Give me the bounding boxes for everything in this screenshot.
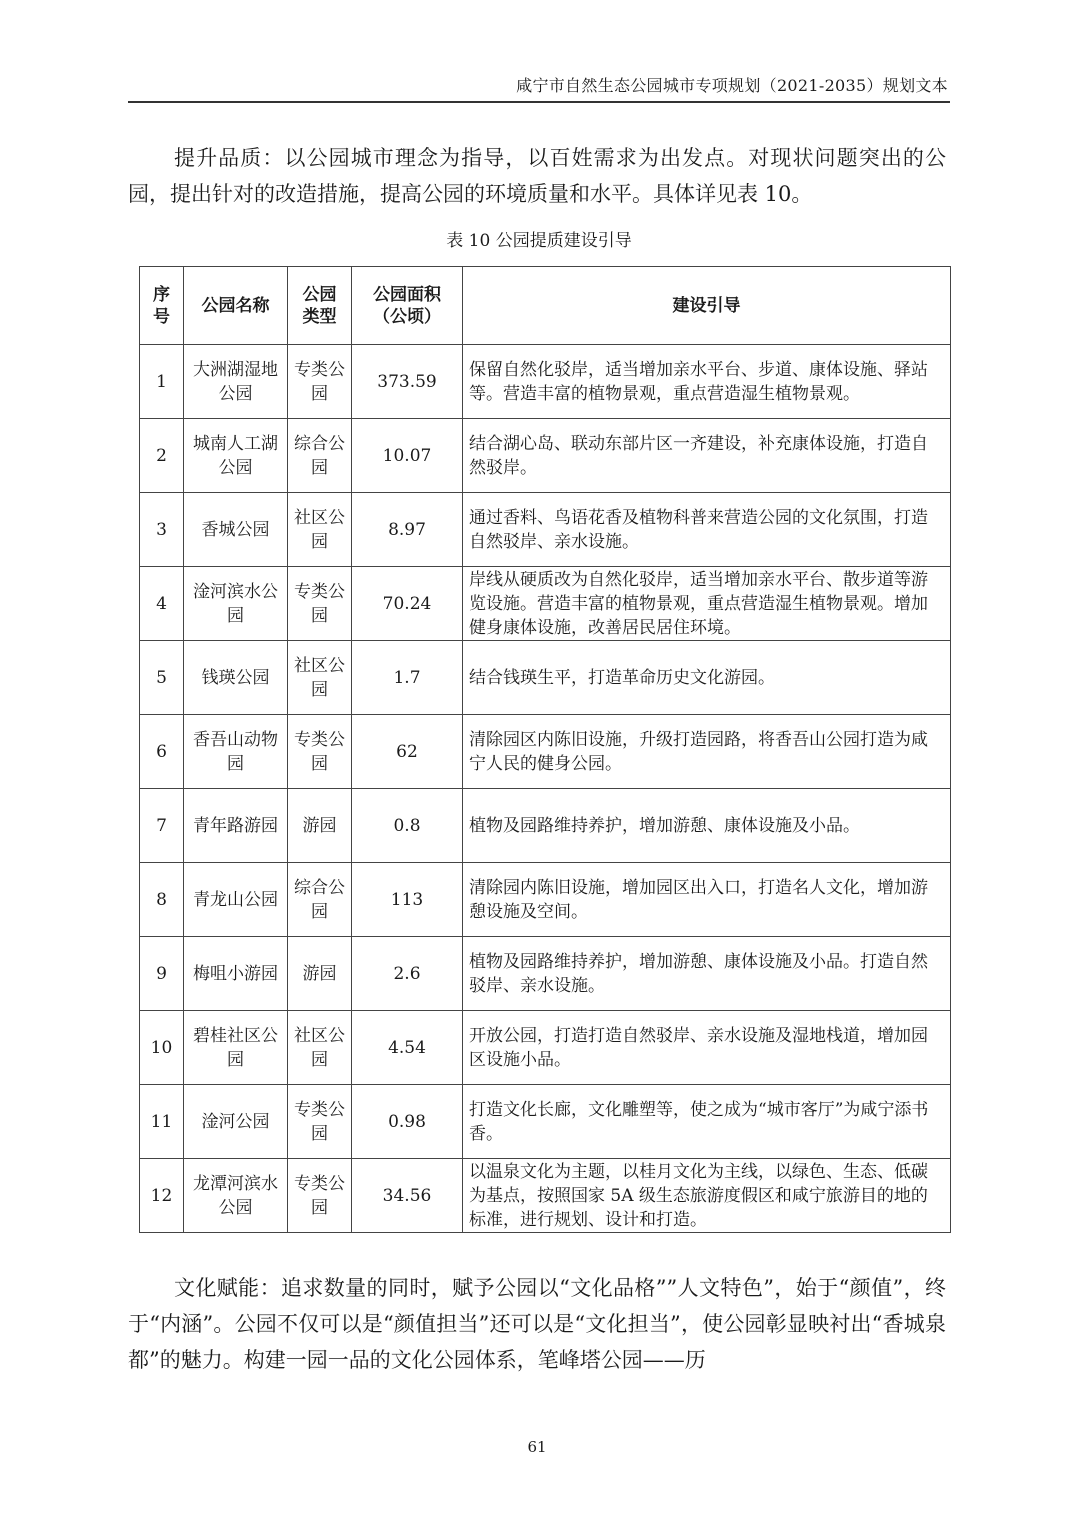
cell-park-type: 社区公园 bbox=[288, 641, 352, 715]
cell-park-area: 0.8 bbox=[352, 789, 463, 863]
cell-no: 5 bbox=[140, 641, 184, 715]
cell-park-name: 青年路游园 bbox=[184, 789, 288, 863]
cell-park-name: 大洲湖湿地公园 bbox=[184, 345, 288, 419]
cell-park-type: 专类公园 bbox=[288, 1085, 352, 1159]
table-header-row bbox=[140, 267, 951, 345]
cell-guide: 开放公园，打造打造自然驳岸、亲水设施及湿地栈道，增加园区设施小品。 bbox=[463, 1011, 951, 1085]
cell-park-name: 香吾山动物园 bbox=[184, 715, 288, 789]
table-row bbox=[140, 1011, 951, 1085]
cell-park-type: 专类公园 bbox=[288, 567, 352, 641]
cell-guide: 结合湖心岛、联动东部片区一齐建设，补充康体设施，打造自然驳岸。 bbox=[463, 419, 951, 493]
cell-park-type: 综合公园 bbox=[288, 863, 352, 937]
table-row bbox=[140, 493, 951, 567]
cell-park-name: 淦河公园 bbox=[184, 1085, 288, 1159]
table-row bbox=[140, 641, 951, 715]
cell-no: 9 bbox=[140, 937, 184, 1011]
cell-guide: 清除园内陈旧设施，增加园区出入口，打造名人文化，增加游憩设施及空间。 bbox=[463, 863, 951, 937]
cell-park-type: 专类公园 bbox=[288, 1159, 352, 1233]
table-row bbox=[140, 1159, 951, 1233]
intro-paragraph: 提升品质：以公园城市理念为指导，以百姓需求为出发点。对现状问题突出的公园，提出针对的改造措施，提高公园的环境质量和水平。具体详见表 10。 bbox=[128, 146, 946, 206]
cell-park-area: 2.6 bbox=[352, 937, 463, 1011]
table-row bbox=[140, 419, 951, 493]
header-area bbox=[352, 267, 463, 345]
cell-park-area: 0.98 bbox=[352, 1085, 463, 1159]
cell-park-area: 70.24 bbox=[352, 567, 463, 641]
cell-no: 7 bbox=[140, 789, 184, 863]
table-row bbox=[140, 345, 951, 419]
cell-no: 2 bbox=[140, 419, 184, 493]
header-area-text: 公园面积（公顷） bbox=[372, 284, 441, 327]
park-upgrade-guide-table bbox=[139, 266, 951, 1233]
table-row bbox=[140, 715, 951, 789]
header-guide: 建设引导 bbox=[463, 267, 951, 345]
cell-park-name: 城南人工湖公园 bbox=[184, 419, 288, 493]
cell-park-name: 梅咀小游园 bbox=[184, 937, 288, 1011]
cell-park-area: 10.07 bbox=[352, 419, 463, 493]
cell-park-type: 综合公园 bbox=[288, 419, 352, 493]
cell-park-area: 1.7 bbox=[352, 641, 463, 715]
table-row bbox=[140, 937, 951, 1011]
document-header-title: 咸宁市自然生态公园城市专项规划（2021-2035）规划文本 bbox=[516, 76, 948, 95]
cell-guide: 以温泉文化为主题，以桂月文化为主线，以绿色、生态、低碳为基点，按照国家 5A 级生态旅游度假区和咸宁旅游目的地的标准，进行规划、设计和打造。 bbox=[463, 1159, 951, 1233]
page-number: 61 bbox=[527, 1438, 547, 1456]
cell-no: 12 bbox=[140, 1159, 184, 1233]
cell-guide: 保留自然化驳岸，适当增加亲水平台、步道、康体设施、驿站等。营造丰富的植物景观，重点营造湿生植物景观。 bbox=[463, 345, 951, 419]
cell-no: 1 bbox=[140, 345, 184, 419]
table-row bbox=[140, 789, 951, 863]
table-caption: 表 10 公园提质建设引导 bbox=[446, 231, 632, 251]
cell-guide: 打造文化长廊，文化雕塑等，使之成为“城市客厅”为咸宁添书香。 bbox=[463, 1085, 951, 1159]
table-row bbox=[140, 863, 951, 937]
cell-guide: 植物及园路维持养护，增加游憩、康体设施及小品。 bbox=[463, 789, 951, 863]
cell-park-area: 34.56 bbox=[352, 1159, 463, 1233]
cell-park-area: 8.97 bbox=[352, 493, 463, 567]
cell-guide: 通过香料、鸟语花香及植物科普来营造公园的文化氛围，打造自然驳岸、亲水设施。 bbox=[463, 493, 951, 567]
header-type bbox=[288, 267, 352, 345]
cell-park-name: 钱瑛公园 bbox=[184, 641, 288, 715]
cell-park-area: 113 bbox=[352, 863, 463, 937]
cell-no: 11 bbox=[140, 1085, 184, 1159]
cell-park-area: 373.59 bbox=[352, 345, 463, 419]
cell-park-name: 青龙山公园 bbox=[184, 863, 288, 937]
cell-park-type: 专类公园 bbox=[288, 715, 352, 789]
header-no-text: 序号 bbox=[153, 284, 170, 327]
cell-park-name: 龙潭河滨水公园 bbox=[184, 1159, 288, 1233]
cell-guide: 岸线从硬质改为自然化驳岸，适当增加亲水平台、散步道等游览设施。营造丰富的植物景观，重点营造湿生植物景观。增加健身康体设施，改善居民居住环境。 bbox=[463, 567, 951, 641]
cell-park-type: 游园 bbox=[288, 789, 352, 863]
cell-park-name: 香城公园 bbox=[184, 493, 288, 567]
header-divider bbox=[128, 101, 950, 103]
closing-paragraph: 文化赋能：追求数量的同时，赋予公园以“文化品格””人文特色”，始于“颜值”，终于“内涵”。公园不仅可以是“颜值担当”还可以是“文化担当”，使公园彰显映衬出“香城泉都”的魅力。构建一园一品的文化公园体系，笔峰塔公园——历 bbox=[128, 1276, 946, 1372]
header-name: 公园名称 bbox=[184, 267, 288, 345]
cell-park-area: 62 bbox=[352, 715, 463, 789]
cell-park-type: 游园 bbox=[288, 937, 352, 1011]
cell-park-type: 社区公园 bbox=[288, 1011, 352, 1085]
cell-guide: 结合钱瑛生平，打造革命历史文化游园。 bbox=[463, 641, 951, 715]
cell-park-type: 专类公园 bbox=[288, 345, 352, 419]
cell-park-name: 淦河滨水公园 bbox=[184, 567, 288, 641]
table-row bbox=[140, 1085, 951, 1159]
cell-no: 6 bbox=[140, 715, 184, 789]
cell-park-area: 4.54 bbox=[352, 1011, 463, 1085]
cell-no: 10 bbox=[140, 1011, 184, 1085]
cell-guide: 植物及园路维持养护，增加游憩、康体设施及小品。打造自然驳岸、亲水设施。 bbox=[463, 937, 951, 1011]
header-no bbox=[140, 267, 184, 345]
cell-guide: 清除园区内陈旧设施，升级打造园路，将香吾山公园打造为咸宁人民的健身公园。 bbox=[463, 715, 951, 789]
header-type-text: 公园类型 bbox=[302, 284, 337, 327]
cell-no: 3 bbox=[140, 493, 184, 567]
table-body bbox=[140, 345, 951, 1233]
cell-park-name: 碧桂社区公园 bbox=[184, 1011, 288, 1085]
cell-park-type: 社区公园 bbox=[288, 493, 352, 567]
table-row bbox=[140, 567, 951, 641]
cell-no: 4 bbox=[140, 567, 184, 641]
cell-no: 8 bbox=[140, 863, 184, 937]
